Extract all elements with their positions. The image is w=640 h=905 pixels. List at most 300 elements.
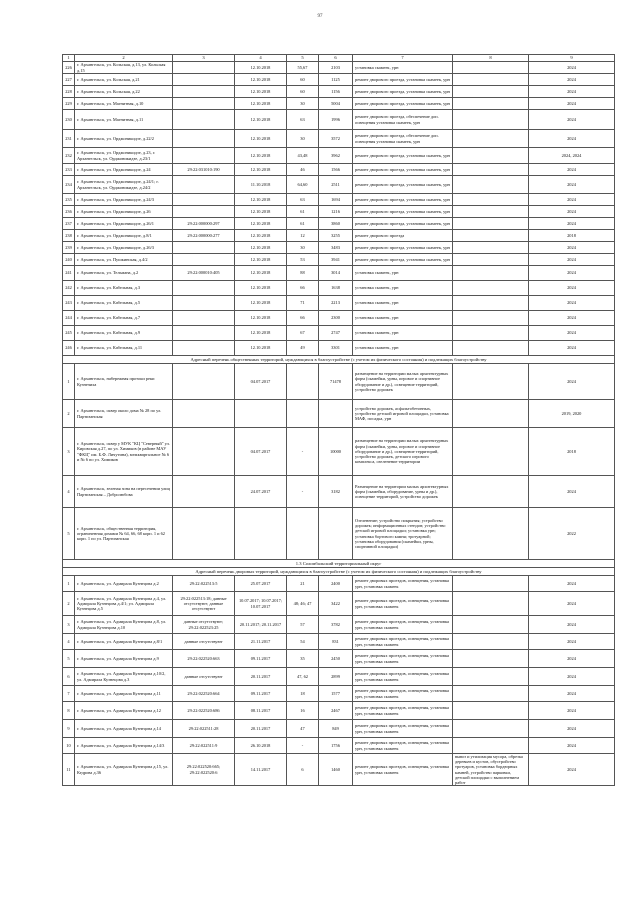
table-cell-kad bbox=[173, 254, 235, 266]
table-row bbox=[63, 668, 615, 686]
table-cell-year: 2022 bbox=[529, 508, 615, 560]
table-cell-pct: 54 bbox=[287, 634, 319, 650]
table-cell-pct: 48; 46; 47 bbox=[287, 592, 319, 616]
table-cell-year: 2024 bbox=[529, 616, 615, 634]
table-cell-extra bbox=[453, 98, 529, 110]
table-cell-year: 2024 bbox=[529, 110, 615, 130]
table-cell-area: 10000 bbox=[319, 428, 353, 476]
table-cell-addr: г. Архангельск, ул. Магнитная, д.11 bbox=[75, 110, 173, 130]
table-cell-extra bbox=[453, 148, 529, 164]
table-cell-extra bbox=[453, 194, 529, 206]
table-cell-extra bbox=[453, 242, 529, 254]
table-cell-year: 2024 bbox=[529, 634, 615, 650]
table-cell-date: 12.10.2018 bbox=[235, 341, 287, 356]
table-cell-kad bbox=[173, 130, 235, 148]
table-cell-year: 2024 bbox=[529, 311, 615, 326]
table-cell-n: 8 bbox=[63, 702, 75, 720]
table-cell-year: 2019, 2020 bbox=[529, 400, 615, 428]
table-cell-extra bbox=[453, 634, 529, 650]
table-row bbox=[63, 738, 615, 754]
table-cell-pct bbox=[287, 508, 319, 560]
table-row bbox=[63, 720, 615, 738]
table-cell-area: 3962 bbox=[319, 148, 353, 164]
table-cell-work: ремонт дворовых проездов, освещения, установка урн, установка скамеек bbox=[353, 650, 453, 668]
section-heading-row bbox=[63, 568, 615, 576]
table-cell-area: 1577 bbox=[319, 686, 353, 702]
table-cell-kad bbox=[173, 296, 235, 311]
table-cell-date: 12.10.2018 bbox=[235, 194, 287, 206]
table-row bbox=[63, 754, 615, 786]
table-cell-date: 12.10.2018 bbox=[235, 296, 287, 311]
table-cell-date: 25.07.2017 bbox=[235, 576, 287, 592]
table-cell-pct: 88 bbox=[287, 266, 319, 281]
table-row bbox=[63, 650, 615, 668]
table-cell-pct: 55,67 bbox=[287, 62, 319, 74]
table-cell-kad: 29:22:000010:405 bbox=[173, 266, 235, 281]
table-cell-area: 2300 bbox=[319, 311, 353, 326]
table-cell-area: 1566 bbox=[319, 164, 353, 176]
table-cell-area: 3572 bbox=[319, 130, 353, 148]
table-row bbox=[63, 341, 615, 356]
table-cell-pct: 66 bbox=[287, 281, 319, 296]
table-cell-n: 3 bbox=[63, 428, 75, 476]
table-cell-kad bbox=[173, 206, 235, 218]
table-cell-pct: 21 bbox=[287, 576, 319, 592]
table-cell-work: ремонт дворового проезда, установка скамеек, урн bbox=[353, 86, 453, 98]
section-heading: 1.3 Соломбальский территориальный округ bbox=[63, 560, 615, 568]
table-cell-year: 2024 bbox=[529, 576, 615, 592]
table-cell-n: 1 bbox=[63, 364, 75, 400]
table-cell-date: 26.10.2018 bbox=[235, 738, 287, 754]
table-row bbox=[63, 311, 615, 326]
table-cell-date: 12.10.2018 bbox=[235, 98, 287, 110]
table-cell-addr: г. Архангельск, ул. Орджоникидзе, д.26 bbox=[75, 206, 173, 218]
table-cell-extra: вывоз и утилизация мусора, обрезка деревьев и кустов, обустройство тротуаров, установка бордюрных камней, устройство парковки, детской площадки с выполнением работ bbox=[453, 754, 529, 786]
table-cell-n: 3 bbox=[63, 616, 75, 634]
table-cell-pct: 47 bbox=[287, 720, 319, 738]
table-cell-n: 228 bbox=[63, 86, 75, 98]
table-cell-area: 3182 bbox=[319, 476, 353, 508]
table-cell-date: 12.10.2018 bbox=[235, 326, 287, 341]
table-cell-area: 831 bbox=[319, 634, 353, 650]
table-cell-n: 11 bbox=[63, 754, 75, 786]
table-cell-work: ремонт дворового проезда bbox=[353, 230, 453, 242]
table-cell-pct: - bbox=[287, 476, 319, 508]
table-cell-addr: г. Архангельск, ул. Орджоникидзе, д.24/3 bbox=[75, 194, 173, 206]
table-cell-work: установка скамеек, урн bbox=[353, 266, 453, 281]
table-cell-work: ремонт дворового проезда, обеспечение доп. освещения установка скамеек, урн bbox=[353, 110, 453, 130]
table-cell-extra bbox=[453, 341, 529, 356]
table-cell-work: ремонт дворовых проездов, освещения, установка урн, установка скамеек bbox=[353, 702, 453, 720]
table-cell-pct: 61 bbox=[287, 206, 319, 218]
table-cell-year: 2024 bbox=[529, 254, 615, 266]
table-cell-extra bbox=[453, 254, 529, 266]
table-cell-kad bbox=[173, 74, 235, 86]
table-cell-n: 5 bbox=[63, 650, 75, 668]
table-cell-year: 2018 bbox=[529, 230, 615, 242]
table-cell-addr: г. Архангельск, ул. Кабельная, д.3 bbox=[75, 281, 173, 296]
table-row bbox=[63, 110, 615, 130]
table-cell-kad bbox=[173, 364, 235, 400]
table-cell-work: ремонт дворового проезда, установка скамеек, урн bbox=[353, 148, 453, 164]
table-row bbox=[63, 428, 615, 476]
table-cell-area: 3255 bbox=[319, 230, 353, 242]
table-row bbox=[63, 194, 615, 206]
table-cell-work: ремонт дворового проезда, установка скамеек, урн bbox=[353, 242, 453, 254]
table-cell-date: 12.10.2018 bbox=[235, 206, 287, 218]
table-row bbox=[63, 400, 615, 428]
table-cell-addr: г. Архангельск, ул. Адмирала Кузнецова д.11 bbox=[75, 686, 173, 702]
table-cell-extra bbox=[453, 206, 529, 218]
table-cell-work: ремонт дворового проезда, установка скамеек, урн bbox=[353, 194, 453, 206]
table-cell-area: 3782 bbox=[319, 616, 353, 634]
table-cell-kad bbox=[173, 400, 235, 428]
header-cell: 1 bbox=[63, 55, 75, 62]
table-cell-year: 2024 bbox=[529, 86, 615, 98]
table-cell-addr: г. Архангельск, зеленая зона на пересечении улиц Партизанская – Добролюбова bbox=[75, 476, 173, 508]
table-cell-n: 232 bbox=[63, 148, 75, 164]
table-cell-addr: г. Архангельск, ул. Пушкинская, д.4/2 bbox=[75, 254, 173, 266]
table-cell-date: 10.07.2017; 10.07.2017; 10.07.2017 bbox=[235, 592, 287, 616]
table-cell-pct: 30 bbox=[287, 130, 319, 148]
table-body bbox=[63, 55, 615, 786]
table-cell-addr: г. Архангельск, сквер у МУК "КЦ "Северный" ул. Кировская д.27, по ул. Химиков (в районе МАУ "ФКЦ" им. Б.Ф. Личутина), межквартальное № 6 и № 6 по ул. Химиков bbox=[75, 428, 173, 476]
table-cell-year: 2024 bbox=[529, 738, 615, 754]
table-cell-work: ремонт дворового проезда, установка скамеек, урн bbox=[353, 206, 453, 218]
table-row bbox=[63, 592, 615, 616]
table-cell-extra bbox=[453, 592, 529, 616]
table-cell-pct: 46 bbox=[287, 164, 319, 176]
table-cell-n: 7 bbox=[63, 686, 75, 702]
table-cell-n: 2 bbox=[63, 400, 75, 428]
table-cell-extra bbox=[453, 326, 529, 341]
table-cell-date: 12.10.2018 bbox=[235, 311, 287, 326]
table-cell-work: установка скамеек, урн bbox=[353, 296, 453, 311]
table-cell-date: 12.10.2018 bbox=[235, 230, 287, 242]
table-cell-area: 2450 bbox=[319, 650, 353, 668]
table-cell-n: 229 bbox=[63, 98, 75, 110]
table-cell-addr: г. Архангельск, ул. Адмирала Кузнецова д.2 bbox=[75, 576, 173, 592]
table-cell-extra bbox=[453, 720, 529, 738]
table-cell-date: 14.11.2017 bbox=[235, 754, 287, 786]
table-cell-year: 2024 bbox=[529, 266, 615, 281]
table-cell-extra bbox=[453, 130, 529, 148]
table-cell-area: 3483 bbox=[319, 242, 353, 254]
table-cell-date: 12.10.2018 bbox=[235, 242, 287, 254]
table-cell-extra bbox=[453, 428, 529, 476]
table-cell-addr: г. Архангельск, ул. Орджоникидзе, д.22/2 bbox=[75, 130, 173, 148]
table-cell-addr: г. Архангельск, ул. Кабельная, д.11 bbox=[75, 341, 173, 356]
table-row bbox=[63, 476, 615, 508]
table-cell-kad bbox=[173, 326, 235, 341]
table-cell-work: установка скамеек, урн bbox=[353, 62, 453, 74]
table-cell-extra bbox=[453, 176, 529, 194]
table-cell-addr: г. Архангельск, ул. Орджоникидзе, д.24/1; г. Архангельск, ул. Орджоникидзе, д.24/2 bbox=[75, 176, 173, 194]
table-cell-pct: 66 bbox=[287, 311, 319, 326]
table-cell-kad bbox=[173, 428, 235, 476]
table-cell-kad bbox=[173, 98, 235, 110]
table-cell-area: 3860 bbox=[319, 218, 353, 230]
table-row bbox=[63, 266, 615, 281]
table-cell-addr: г. Архангельск, ул. Кабельная, д.7 bbox=[75, 311, 173, 326]
table-cell-addr: г. Архангельск, ул. Адмирала Кузнецова д.12 bbox=[75, 702, 173, 720]
table-cell-addr: г. Архангельск, ул. Кольская, д.22 bbox=[75, 86, 173, 98]
table-cell-addr: г. Архангельск, ул. Адмирала Кузнецова д.10/2, ул. Адмирала Кузнецова д.3 bbox=[75, 668, 173, 686]
table-cell-n: 5 bbox=[63, 508, 75, 560]
table-cell-area: 1638 bbox=[319, 281, 353, 296]
table-cell-date: 20.11.2017 bbox=[235, 668, 287, 686]
table-cell-addr: г. Архангельск, ул. Адмирала Кузнецова д.4, ул. Адмирала Кузнецова д.4/1; ул. Адмирала Кузнецова д.5 bbox=[75, 592, 173, 616]
table-cell-extra bbox=[453, 668, 529, 686]
table-cell-addr: г. Архангельск, ул. Кольская, д.21 bbox=[75, 74, 173, 86]
table-row bbox=[63, 148, 615, 164]
table-cell-date: 12.10.2018 bbox=[235, 218, 287, 230]
table-cell-pct: 12 bbox=[287, 230, 319, 242]
header-row bbox=[63, 55, 615, 62]
table-cell-pct: 30 bbox=[287, 242, 319, 254]
table-cell-work: Размещение на территории малых архитектурных форм (скамейки, оборудование, урны и др.), освещение территорий, устройство дорожек bbox=[353, 476, 453, 508]
table-cell-pct bbox=[287, 364, 319, 400]
table-cell-area: 1996 bbox=[319, 110, 353, 130]
table-cell-area: 3014 bbox=[319, 266, 353, 281]
table-cell-work: ремонт дворовых проездов, освещения, установка урн, установка скамеек bbox=[353, 754, 453, 786]
table-cell-year: 2024 bbox=[529, 364, 615, 400]
table-cell-extra bbox=[453, 400, 529, 428]
table-cell-extra bbox=[453, 62, 529, 74]
table-cell-year: 2024 bbox=[529, 686, 615, 702]
table-cell-date: 04.07.2017 bbox=[235, 428, 287, 476]
table-cell-n: 239 bbox=[63, 242, 75, 254]
table-cell-addr: г. Архангельск, ул. Тельмана, д.2 bbox=[75, 266, 173, 281]
table-cell-area: 3422 bbox=[319, 592, 353, 616]
table-cell-addr: г. Архангельск, сквер около дома № 28 по ул. Партизанская bbox=[75, 400, 173, 428]
table-cell-kad: 29:22:000000:277 bbox=[173, 230, 235, 242]
table-cell-kad bbox=[173, 110, 235, 130]
table-cell-kad bbox=[173, 476, 235, 508]
table-cell-year: 2024 bbox=[529, 194, 615, 206]
table-cell-area: 2747 bbox=[319, 326, 353, 341]
table-cell-date bbox=[235, 400, 287, 428]
table-cell-pct: - bbox=[287, 738, 319, 754]
section-heading-row bbox=[63, 356, 615, 364]
table-cell-work: ремонт дворовых проездов, освещения, установка урн, установка скамеек bbox=[353, 616, 453, 634]
table-cell-date: 12.10.2018 bbox=[235, 62, 287, 74]
table-cell-pct: 71 bbox=[287, 296, 319, 311]
table-cell-extra bbox=[453, 650, 529, 668]
table-cell-kad bbox=[173, 86, 235, 98]
table-cell-pct: 30 bbox=[287, 98, 319, 110]
table-cell-addr: г. Архангельск, ул. Адмирала Кузнецова д.8, ул. Адмирала Кузнецова д.10 bbox=[75, 616, 173, 634]
table-row bbox=[63, 218, 615, 230]
table-cell-n: 226 bbox=[63, 62, 75, 74]
table-row bbox=[63, 616, 615, 634]
table-cell-n: 230 bbox=[63, 110, 75, 130]
table-cell-pct: 35 bbox=[287, 650, 319, 668]
table-cell-date: 12.10.2018 bbox=[235, 110, 287, 130]
table-cell-area: 1460 bbox=[319, 754, 353, 786]
header-cell: 4 bbox=[235, 55, 287, 62]
table-cell-date: 12.10.2018 bbox=[235, 164, 287, 176]
table-cell-area: 2400 bbox=[319, 576, 353, 592]
table-cell-area bbox=[319, 508, 353, 560]
table-cell-work: ремонт дворовых проездов, освещения, установка урн, установка скамеек bbox=[353, 686, 453, 702]
table-cell-date: 12.10.2018 bbox=[235, 281, 287, 296]
table-cell-area: 2899 bbox=[319, 668, 353, 686]
table-cell-addr: г. Архангельск, ул. Кабельная, д.9 bbox=[75, 326, 173, 341]
table-cell-extra bbox=[453, 266, 529, 281]
table-cell-extra bbox=[453, 218, 529, 230]
table-cell-n: 246 bbox=[63, 341, 75, 356]
table-cell-pct bbox=[287, 400, 319, 428]
table-cell-kad bbox=[173, 176, 235, 194]
table-cell-area: 1156 bbox=[319, 86, 353, 98]
table-cell-date: 24.07.2017 bbox=[235, 476, 287, 508]
table-cell-kad: 29:22:022520:665; 29:22:022520:6 bbox=[173, 754, 235, 786]
table-cell-year: 2018 bbox=[529, 428, 615, 476]
table-cell-year: 2024 bbox=[529, 281, 615, 296]
table-cell-year: 2024 bbox=[529, 754, 615, 786]
table-cell-extra bbox=[453, 476, 529, 508]
table-cell-extra bbox=[453, 281, 529, 296]
section-heading: Адресный перечень дворовых территорий, нуждающихся в благоустройстве (с учетом их физического состояния) и подлежащих благоустройству bbox=[63, 568, 615, 576]
table-cell-year: 2024, 2024 bbox=[529, 148, 615, 164]
table-cell-n: 238 bbox=[63, 230, 75, 242]
table-cell-n: 236 bbox=[63, 206, 75, 218]
table-cell-work: размещение на территории малых архитектурных форм (скамейки, урны, игровое и спортивное оборудование и др.), освещение территорий, устройство дорожек bbox=[353, 364, 453, 400]
table-cell-kad: 29:22:022511:28 bbox=[173, 720, 235, 738]
table-cell-date: 04.07.2017 bbox=[235, 364, 287, 400]
table-cell-kad: 29:22:031010:190 bbox=[173, 164, 235, 176]
improvement-table bbox=[62, 54, 615, 786]
table-cell-year: 2024 bbox=[529, 164, 615, 176]
table-cell-n: 237 bbox=[63, 218, 75, 230]
table-cell-area: 2467 bbox=[319, 702, 353, 720]
table-cell-kad bbox=[173, 194, 235, 206]
table-row bbox=[63, 254, 615, 266]
section-heading-row bbox=[63, 560, 615, 568]
table-cell-work: ремонт дворовых проездов, освещения, установка урн, установка скамеек bbox=[353, 634, 453, 650]
table-cell-extra bbox=[453, 86, 529, 98]
table-cell-work: установка скамеек, урн bbox=[353, 281, 453, 296]
table-cell-extra bbox=[453, 230, 529, 242]
table-cell-extra bbox=[453, 702, 529, 720]
table-cell-kad bbox=[173, 311, 235, 326]
table-cell-pct: 60 bbox=[287, 74, 319, 86]
table-cell-work: ремонт дворовых проездов, освещения, установка урн, установка скамеек bbox=[353, 668, 453, 686]
table-cell-year: 2024 bbox=[529, 592, 615, 616]
table-cell-area: 1216 bbox=[319, 206, 353, 218]
table-cell-addr: г. Архангельск, ул. Адмирала Кузнецова д.14 bbox=[75, 720, 173, 738]
table-cell-kad: данные отсутствуют; 29:22:022523:25 bbox=[173, 616, 235, 634]
table-cell-date: 12.10.2018 bbox=[235, 86, 287, 98]
table-cell-addr: г. Архангельск, набережная протоки реки Кузнечиха bbox=[75, 364, 173, 400]
header-cell: 3 bbox=[173, 55, 235, 62]
table-cell-pct: 53 bbox=[287, 254, 319, 266]
table-cell-extra bbox=[453, 110, 529, 130]
table-cell-year: 2024 bbox=[529, 341, 615, 356]
table-cell-work: установка скамеек, урн bbox=[353, 341, 453, 356]
table-cell-kad: 29:22:022513:18; данные отсутствуют; данные отсутствуют bbox=[173, 592, 235, 616]
table-cell-n: 4 bbox=[63, 634, 75, 650]
table-cell-work: ремонт дворового проезда, установка скамеек, урн bbox=[353, 176, 453, 194]
table-cell-year: 2024 bbox=[529, 62, 615, 74]
table-cell-n: 10 bbox=[63, 738, 75, 754]
table-cell-pct: 47, 62 bbox=[287, 668, 319, 686]
table-cell-work: ремонт дворовых проездов, освещения, установка урн, установка скамеек bbox=[353, 576, 453, 592]
table-cell-addr: г. Архангельск, общественная территория, ограниченная домами № 64, 66, 68 корп. 1 и 62 корп. 1 по ул. Партизанская bbox=[75, 508, 173, 560]
table-cell-kad bbox=[173, 148, 235, 164]
table-cell-date: 12.10.2018 bbox=[235, 148, 287, 164]
table-row bbox=[63, 86, 615, 98]
table-cell-addr: г. Архангельск, ул. Адмирала Кузнецова д.15, ул. Кедрова д.36 bbox=[75, 754, 173, 786]
header-cell: 6 bbox=[319, 55, 353, 62]
table-cell-work: ремонт дворового проезда, установка скамеек, урн bbox=[353, 74, 453, 86]
table-cell-date: 11.10.2018 bbox=[235, 176, 287, 194]
table-cell-n: 241 bbox=[63, 266, 75, 281]
table-cell-kad: 29:22:022520:663 bbox=[173, 650, 235, 668]
table-cell-n: 235 bbox=[63, 194, 75, 206]
table-cell-date: 12.10.2018 bbox=[235, 254, 287, 266]
table-row bbox=[63, 508, 615, 560]
table-row bbox=[63, 176, 615, 194]
table-cell-extra bbox=[453, 164, 529, 176]
table-cell-year: 2024 bbox=[529, 702, 615, 720]
table-cell-n: 227 bbox=[63, 74, 75, 86]
table-cell-kad bbox=[173, 281, 235, 296]
table-cell-kad: данные отсутствуют bbox=[173, 668, 235, 686]
table-cell-area: 5004 bbox=[319, 98, 353, 110]
table-cell-year: 2024 bbox=[529, 650, 615, 668]
table-cell-year: 2024 bbox=[529, 242, 615, 254]
table-cell-extra bbox=[453, 616, 529, 634]
table-cell-addr: г. Архангельск, ул. Орджоникидзе, д.26/3 bbox=[75, 242, 173, 254]
table-cell-date: 08.11.2017 bbox=[235, 702, 287, 720]
table-cell-pct: 6 bbox=[287, 754, 319, 786]
table-cell-year: 2024 bbox=[529, 668, 615, 686]
table-cell-kad bbox=[173, 508, 235, 560]
table-cell-area: 849 bbox=[319, 720, 353, 738]
table-cell-n: 240 bbox=[63, 254, 75, 266]
table-cell-pct: 16 bbox=[287, 702, 319, 720]
table-row bbox=[63, 230, 615, 242]
table-cell-year: 2024 bbox=[529, 206, 615, 218]
table-row bbox=[63, 164, 615, 176]
table-cell-year: 2024 bbox=[529, 476, 615, 508]
table-cell-extra bbox=[453, 686, 529, 702]
table-cell-date: 20.11.2017; 20.11.2017 bbox=[235, 616, 287, 634]
table-cell-area: 3941 bbox=[319, 254, 353, 266]
table-row bbox=[63, 634, 615, 650]
table-row bbox=[63, 62, 615, 74]
table-cell-area: 3301 bbox=[319, 341, 353, 356]
table-cell-date: 20.11.2017 bbox=[235, 720, 287, 738]
table-cell-extra bbox=[453, 364, 529, 400]
table-cell-kad: данные отсутствуют bbox=[173, 634, 235, 650]
table-cell-kad: 29:22:022511:9 bbox=[173, 738, 235, 754]
table-cell-kad: 29:22:000000:297 bbox=[173, 218, 235, 230]
table-cell-date: 21.11.2017 bbox=[235, 634, 287, 650]
table-cell-extra bbox=[453, 74, 529, 86]
table-cell-work: ремонт дворового проезда, установка скамеек, урн bbox=[353, 98, 453, 110]
table-cell-n: 244 bbox=[63, 311, 75, 326]
table-cell-n: 233 bbox=[63, 164, 75, 176]
table-row bbox=[63, 130, 615, 148]
table-cell-date bbox=[235, 508, 287, 560]
table-cell-addr: г. Архангельск, ул. Кольская, д.13, ул. Кольская д.15 bbox=[75, 62, 173, 74]
table-cell-pct: 64,60 bbox=[287, 176, 319, 194]
table-cell-n: 4 bbox=[63, 476, 75, 508]
table-row bbox=[63, 206, 615, 218]
